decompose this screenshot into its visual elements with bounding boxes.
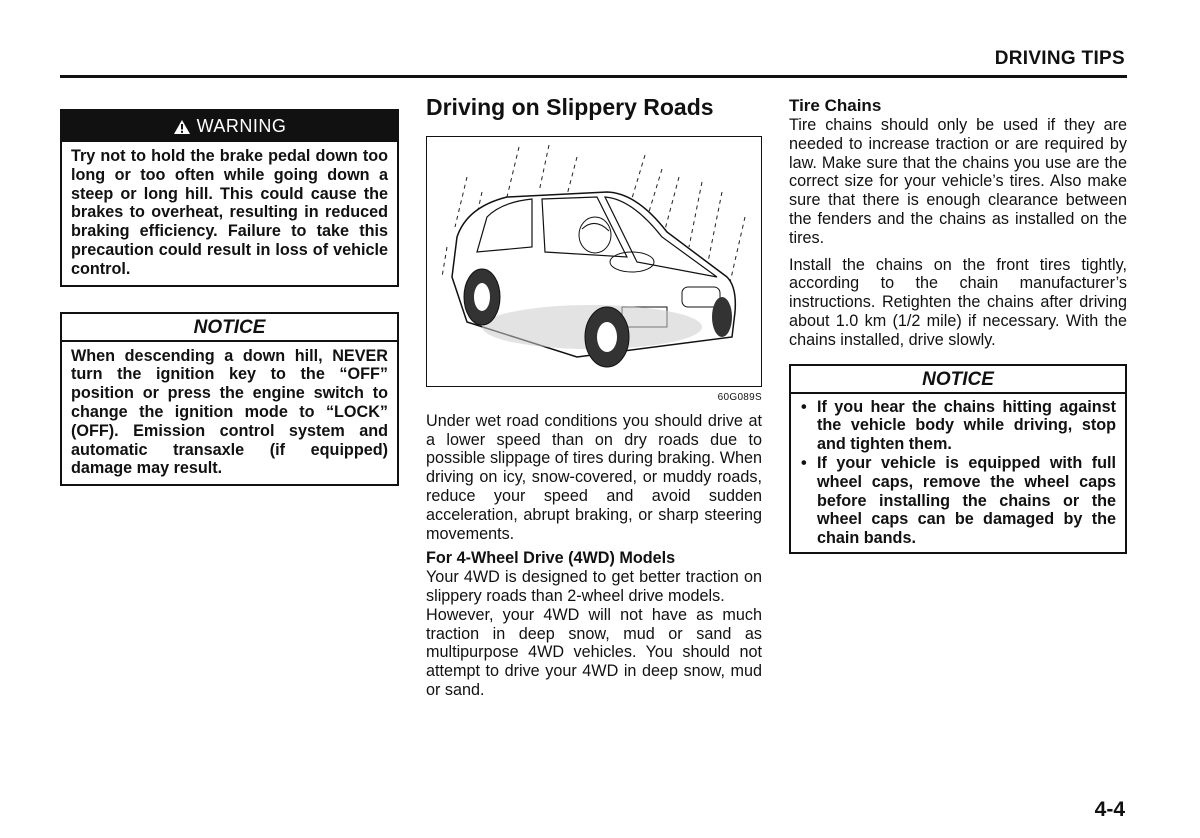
warning-text: Try not to hold the brake pedal down too long or too often while going down a steep or long hill. This could cause the brakes to overheat, resulting in reduced braking efficiency. Failure to take this precaution could result in loss of vehicle control. — [71, 147, 388, 278]
warning-label: WARNING — [196, 116, 287, 136]
right-column — [789, 96, 1127, 554]
notice-text-1: When descending a down hill, NEVER turn the ignition key to the “OFF” position or press the engine switch to change the ignition mode to “LOCK” (OFF). Emission control system and automatic transaxle (if equipped) damage may result. — [71, 346, 388, 478]
tire-chains-paragraph-2: Install the chains on the front tires tightly, according to the chain manufacturer’s instructions. Retighten the chains after driving about 1.0 km (1/2 mile) if necessary. With the chains installed, drive slowly. — [789, 255, 1127, 349]
left-column — [60, 109, 399, 486]
paragraph-4wd-limits: However, your 4WD will not have as much traction in deep snow, mud or sand as multipurpose 4WD vehicles. You should not attempt to drive your 4WD in deep snow, mud or sand. — [426, 605, 762, 699]
notice-header-1: NOTICE — [62, 314, 397, 342]
notice-list-2 — [791, 394, 1125, 552]
warning-header — [62, 111, 397, 142]
car-illustration — [426, 136, 762, 387]
warning-box — [60, 109, 399, 287]
subheading-4wd: For 4-Wheel Drive (4WD) Models — [426, 549, 676, 568]
paragraph-4wd-traction: Your 4WD is designed to get better traction on slippery roads than 2-wheel drive models. — [426, 568, 762, 605]
warning-triangle-icon — [173, 119, 191, 135]
middle-column — [426, 92, 762, 700]
figure-code: 60G089S — [717, 392, 762, 403]
tire-chains-title: Tire Chains — [789, 96, 882, 115]
tire-chains-paragraph-1: Tire chains should only be used if they are needed to increase traction or are required by law. Make sure that the chains you use are the correct size for your vehicle’s tires. Also make sure that there is enough clearance between the fenders and the chains as installed on the tires. — [789, 116, 1127, 247]
notice-item: • If your vehicle is equipped with full wheel caps, remove the wheel caps before installing the chains or the wheel caps can be damaged by the chain bands. — [800, 454, 1116, 548]
notice-header-2: NOTICE — [791, 366, 1125, 394]
notice-box-2 — [789, 364, 1127, 554]
notice-box-1 — [60, 312, 399, 487]
page-number: 4-4 — [1094, 798, 1125, 821]
header-rule — [60, 75, 1127, 78]
paragraph-wet-roads: Under wet road conditions you should drive at a lower speed than on dry roads due to possible slippage of tires during braking. When driving on icy, snow-covered, or muddy roads, reduce your speed and avoid sudden acceleration, abrupt braking, or sharp steering movements. — [426, 411, 762, 543]
car-in-rain-illustration — [427, 137, 760, 385]
section-title: Driving on Slippery Roads — [426, 94, 714, 120]
page-header-title: DRIVING TIPS — [994, 48, 1125, 69]
notice-item: • If you hear the chains hitting against the vehicle body while driving, stop and tighten them. — [800, 398, 1116, 454]
